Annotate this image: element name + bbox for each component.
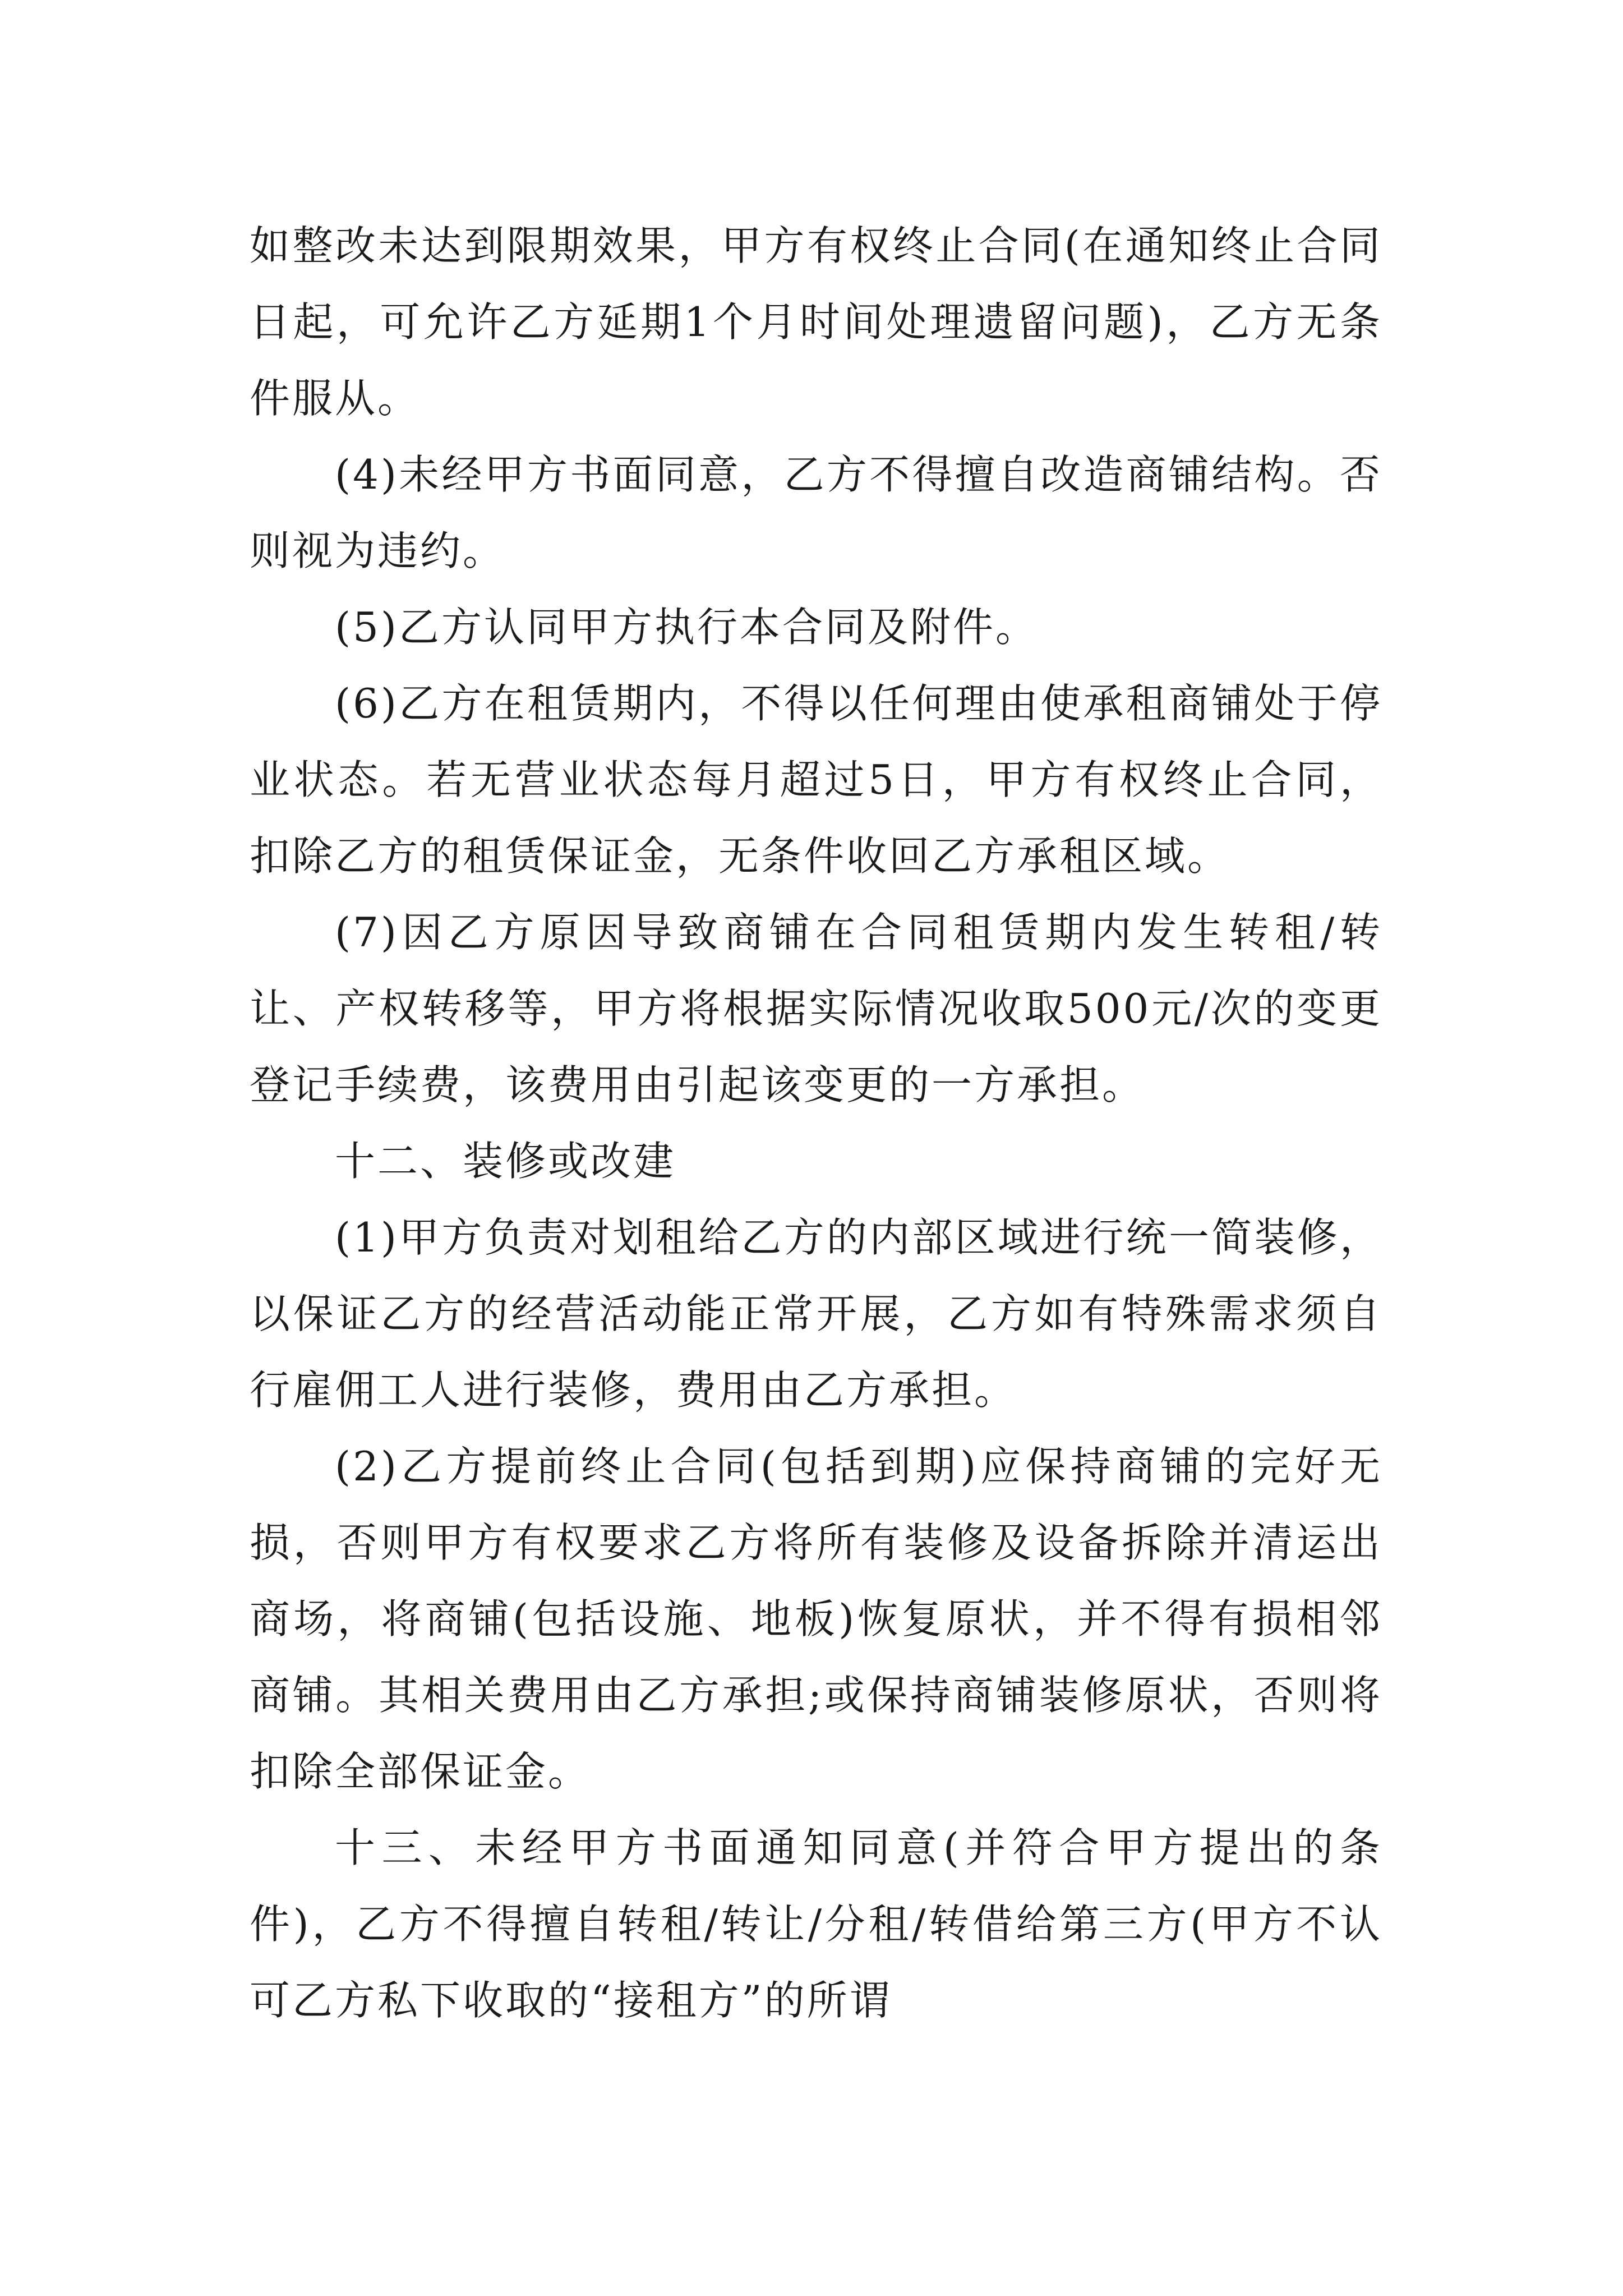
paragraph-clause-5: (5)乙方认同甲方执行本合同及附件。 (335, 604, 1038, 651)
paragraph-section-13: 十三、未经甲方书面通知同意(并符合甲方提出的条件)，乙方不得擅自转租/转让/分租/转借给第三方(甲方不认可乙方私下收取的“接租方”的所谓 (250, 1824, 1382, 2024)
paragraph-clause-7: (7)因乙方原因导致商铺在合同租赁期内发生转租/转让、产权转移等，甲方将根据实际情况收取500元/次的变更登记手续费，该费用由引起该变更的一方承担。 (250, 909, 1382, 1108)
paragraph-rectification-terms: 如整改未达到限期效果，甲方有权终止合同(在通知终止合同日起，可允许乙方延期1个月时间处理遗留问题)，乙方无条件服从。 (250, 222, 1382, 422)
paragraph-clause-4: (4)未经甲方书面同意，乙方不得擅自改造商铺结构。否则视为违约。 (250, 451, 1382, 574)
paragraph-section-12-clause-2: (2)乙方提前终止合同(包括到期)应保持商铺的完好无损，否则甲方有权要求乙方将所有装修及设备拆除并清运出商场，将商铺(包括设施、地板)恢复原状，并不得有损相邻商铺。其相关费用由乙方承担;或保持商铺装修原状，否则将扣除全部保证金。 (250, 1443, 1382, 1795)
paragraph-clause-6: (6)乙方在租赁期内，不得以任何理由使承租商铺处于停业状态。若无营业状态每月超过5日，甲方有权终止合同，扣除乙方的租赁保证金，无条件收回乙方承租区域。 (250, 680, 1382, 880)
document-body (250, 208, 1382, 2039)
section-heading-12: 十二、装修或改建 (335, 1138, 676, 1185)
paragraph-section-12-clause-1: (1)甲方负责对划租给乙方的内部区域进行统一简装修，以保证乙方的经营活动能正常开展，乙方如有特殊需求须自行雇佣工人进行装修，费用由乙方承担。 (250, 1214, 1382, 1414)
